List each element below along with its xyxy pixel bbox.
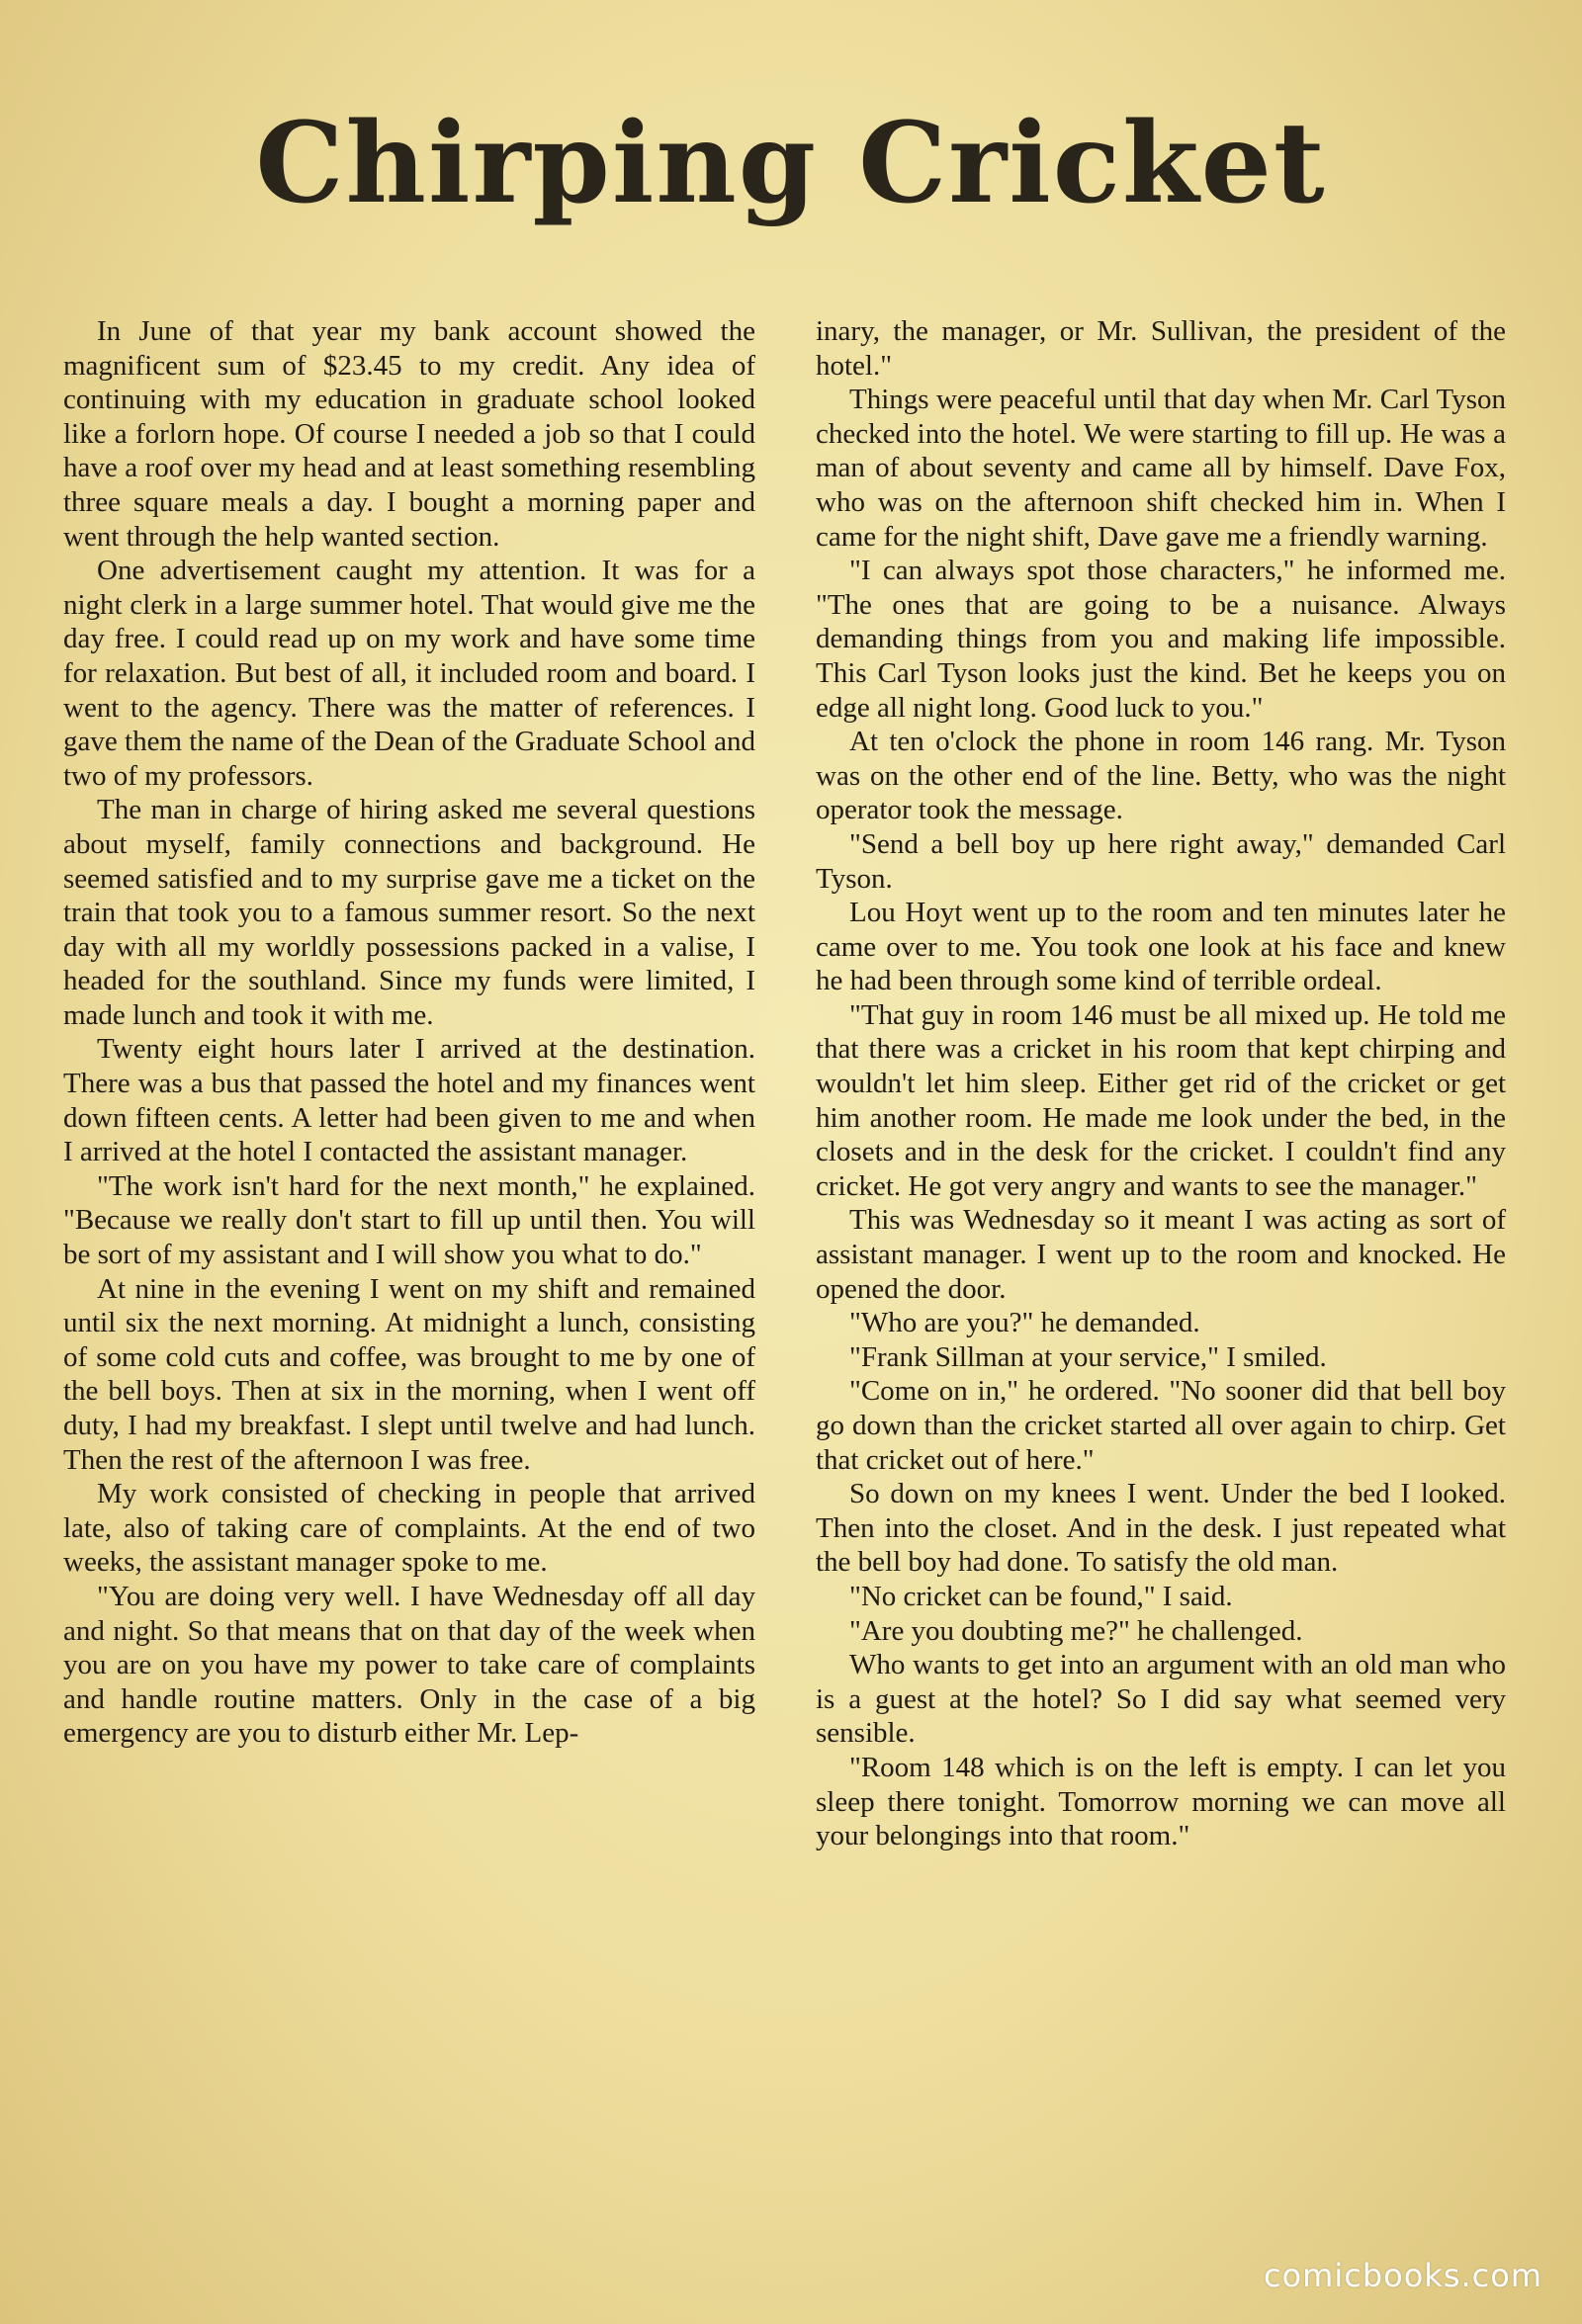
paragraph: "Room 148 which is on the left is empty. I can let you sleep there tonight. Tomorrow morning we can move all your belongings into that room." [816,1751,1506,1852]
paragraph: "Send a bell boy up here right away," demanded Carl Tyson. [816,827,1506,895]
right-column [816,314,1506,1853]
paragraph: "Come on in," he ordered. "No sooner did that bell boy go down than the cricket started all over again to chirp. Get that cricket out of here." [816,1375,1506,1476]
paragraph: My work consisted of checking in people that arrived late, also of taking care of complaints. At the end of two weeks, the assistant manager spoke to me. [63,1478,755,1579]
paragraph: "The work isn't hard for the next month," he explained. "Because we really don't start to fill up until then. You will be sort of my assistant and I will show you what to do." [63,1169,755,1271]
paragraph: This was Wednesday so it meant I was acting as sort of assistant manager. I went up to the room and knocked. He opened the door. [816,1204,1506,1305]
paragraph: At nine in the evening I went on my shift and remained until six the next morning. At midnight a lunch, consisting of some cold cuts and coffee, was brought to me by one of the bell boys. Then at six in the morning, when I went off duty, I had my breakfast. I slept until twelve and had lunch. Then the rest of the afternoon I was free. [63,1272,755,1476]
paragraph: In June of that year my bank account showed the magnificent sum of $23.45 to my credit. Any idea of continuing with my education in graduate school looked like a forlorn hope. Of course I needed a job so that I could have a roof over my head and at least something resembling three square meals a day. I bought a morning paper and went through the help wanted section. [63,315,755,553]
paragraph: "Who are you?" he demanded. [849,1307,1200,1339]
paragraph: "I can always spot those characters," he informed me. "The ones that are going to be a nuisance. Always demanding things from you and making life impossible. This Carl Tyson looks just the kind. Bet he keeps you on edge all night long. Good luck to you." [816,555,1506,724]
paragraph: "Are you doubting me?" he challenged. [849,1614,1303,1647]
paragraph: Twenty eight hours later I arrived at the destination. There was a bus that passed the hotel and my finances went down fifteen cents. A letter had been given to me and when I arrived at the hotel I contacted the assistant manager. [63,1033,755,1168]
paragraph: "You are doing very well. I have Wednesday off all day and night. So that means that on that day of the week when you are on you have my power to take care of complaints and handle routine matters. Only in the case of a big emergency are you to disturb either Mr. Lep- [63,1580,755,1750]
paragraph: Who wants to get into an argument with an old man who is a guest at the hotel? So I did say what seemed very sensible. [816,1649,1506,1750]
paragraph: So down on my knees I went. Under the bed I looked. Then into the closet. And in the desk. I just repeated what the bell boy had done. To satisfy the old man. [816,1478,1506,1579]
paragraph: "That guy in room 146 must be all mixed up. He told me that there was a cricket in his room that kept chirping and wouldn't let him sleep. Either get rid of the cricket or get him another room. He made me look under the bed, in the closets and in the desk for the cricket. I couldn't find any cricket. He got very angry and wants to see the manager." [816,998,1506,1202]
paragraph: Lou Hoyt went up to the room and ten minutes later he came over to me. You took one look at his face and knew he had been through some kind of terrible ordeal. [816,897,1506,997]
paragraph: At ten o'clock the phone in room 146 rang. Mr. Tyson was on the other end of the line. Betty, who was the night operator took the message. [816,726,1506,826]
story-title: Chirping Cricket [255,99,1327,228]
left-column [63,314,755,1751]
paragraph: One advertisement caught my attention. It was for a night clerk in a large summer hotel. That would give me the day free. I could read up on my work and have some time for relaxation. But best of all, it included room and board. I went to the agency. There was the matter of references. I gave them the name of the Dean of the Graduate School and two of my professors. [63,555,755,792]
site-watermark: comicbooks.com [1263,2257,1542,2294]
paragraph: The man in charge of hiring asked me several questions about myself, family connections and background. He seemed satisfied and to my surprise gave me a ticket on the train that took you to a famous summer resort. So the next day with all my worldly possessions packed in a valise, I headed for the southland. Since my funds were limited, I made lunch and took it with me. [63,794,755,1031]
paragraph: "Frank Sillman at your service," I smiled. [849,1340,1327,1373]
paragraph: "No cricket can be found," I said. [849,1580,1233,1612]
paragraph: Things were peaceful until that day when Mr. Carl Tyson checked into the hotel. We were starting to fill up. He was a man of about seventy and came all by himself. Dave Fox, who was on the afternoon shift checked him in. When I came for the night shift, Dave gave me a friendly warning. [816,384,1506,553]
paragraph-continuation: inary, the manager, or Mr. Sullivan, the president of the hotel." [816,315,1506,382]
